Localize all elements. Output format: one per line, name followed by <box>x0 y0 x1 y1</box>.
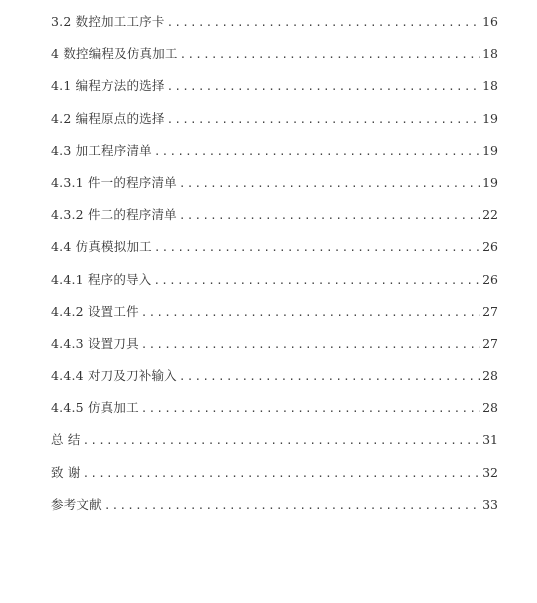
toc-leader-dots <box>83 458 481 489</box>
toc-entry-title: 4.4.4 对刀及刀补输入 <box>51 368 177 384</box>
toc-entry <box>51 231 498 263</box>
toc-entry <box>51 6 498 38</box>
toc-entry-page: 32 <box>482 464 498 480</box>
toc-entry-title: 4.1 编程方法的选择 <box>51 78 165 94</box>
toc-leader-dots <box>153 265 480 296</box>
toc-entry-title: 参考文献 <box>51 496 102 512</box>
toc-entry <box>51 296 498 328</box>
toc-entry-page: 27 <box>482 335 498 351</box>
toc-entry-page: 22 <box>482 207 498 223</box>
toc-leader-dots <box>179 361 480 392</box>
toc-entry-title: 4.4 仿真模拟加工 <box>51 239 152 255</box>
toc-leader-dots <box>141 329 480 360</box>
toc-entry <box>51 424 498 456</box>
toc-entry-page: 28 <box>482 400 498 416</box>
toc-entry-title: 4.4.3 设置刀具 <box>51 335 139 351</box>
toc-entry-title: 总 结 <box>51 432 81 448</box>
toc-entry-title: 致 谢 <box>51 464 81 480</box>
toc-leader-dots <box>83 425 481 456</box>
toc-entry-page: 26 <box>482 239 498 255</box>
toc-entry-title: 4.4.2 设置工件 <box>51 303 139 319</box>
toc-entry <box>51 457 498 489</box>
toc-entry <box>51 199 498 231</box>
toc-entry <box>51 264 498 296</box>
toc-leader-dots <box>167 71 481 102</box>
table-of-contents <box>51 6 498 521</box>
toc-entry-title: 4.3 加工程序清单 <box>51 142 152 158</box>
toc-leader-dots <box>154 232 480 263</box>
toc-entry-page: 33 <box>482 496 498 512</box>
toc-entry <box>51 70 498 102</box>
toc-entry-page: 19 <box>482 142 498 158</box>
toc-entry-title: 4 数控编程及仿真加工 <box>51 46 178 62</box>
toc-leader-dots <box>167 7 481 38</box>
toc-leader-dots <box>167 104 481 135</box>
toc-entry-title: 4.2 编程原点的选择 <box>51 110 165 126</box>
toc-entry-page: 18 <box>482 46 498 62</box>
toc-leader-dots <box>179 200 480 231</box>
toc-entry-page: 19 <box>482 110 498 126</box>
toc-entry-title: 4.4.1 程序的导入 <box>51 271 152 287</box>
toc-entry-page: 18 <box>482 78 498 94</box>
toc-leader-dots <box>141 297 480 328</box>
toc-entry <box>51 135 498 167</box>
toc-entry <box>51 167 498 199</box>
toc-entry-page: 27 <box>482 303 498 319</box>
toc-entry <box>51 489 498 521</box>
toc-entry <box>51 360 498 392</box>
toc-entry-page: 31 <box>482 432 498 448</box>
toc-entry <box>51 38 498 70</box>
toc-leader-dots <box>141 393 480 424</box>
toc-entry <box>51 392 498 424</box>
toc-entry-page: 16 <box>482 14 498 29</box>
toc-entry-title: 4.3.2 件二的程序清单 <box>51 207 177 223</box>
toc-leader-dots <box>179 168 480 199</box>
toc-leader-dots <box>104 490 480 521</box>
toc-entry-title: 4.4.5 仿真加工 <box>51 400 139 416</box>
toc-entry-page: 26 <box>482 271 498 287</box>
toc-entry <box>51 103 498 135</box>
toc-entry-page: 28 <box>482 368 498 384</box>
toc-entry-title: 3.2 数控加工工序卡 <box>51 14 165 29</box>
toc-entry-title: 4.3.1 件一的程序清单 <box>51 174 177 190</box>
toc-leader-dots <box>154 136 480 167</box>
toc-leader-dots <box>180 39 480 70</box>
toc-entry <box>51 328 498 360</box>
toc-entry-page: 19 <box>482 174 498 190</box>
